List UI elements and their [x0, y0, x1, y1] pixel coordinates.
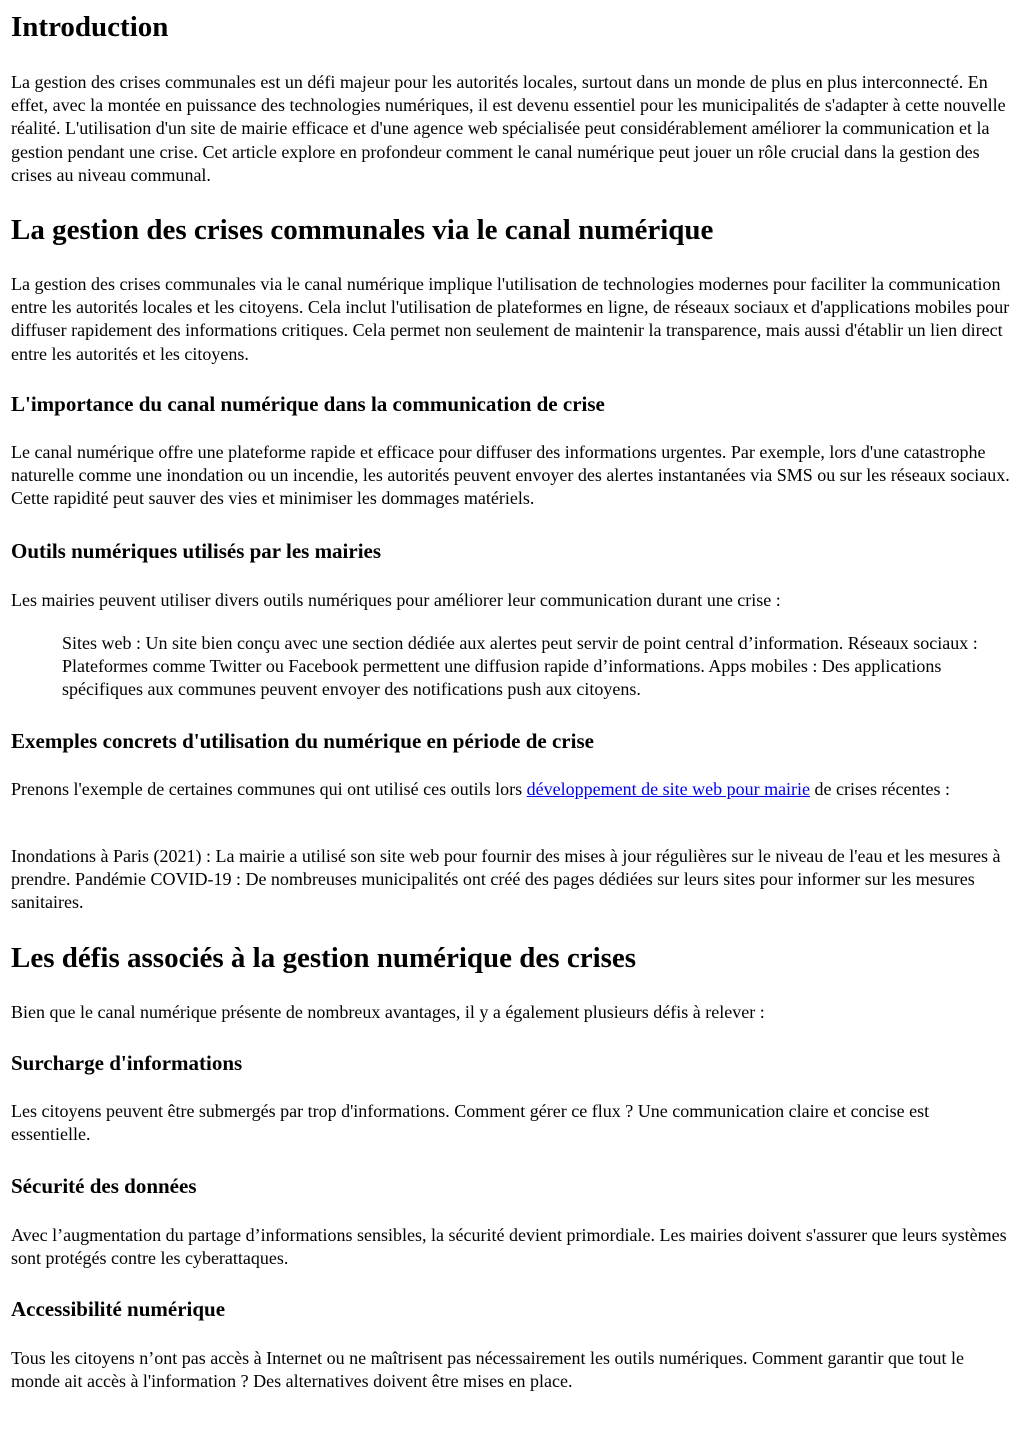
canal-paragraph: La gestion des crises communales via le canal numérique implique l'utilisation de technologies modernes pour faciliter la communication entre les autorités locales et les citoyens. Cela inclut l'utilisation de plateformes en ligne, de réseaux sociaux et d'applications mobiles pour diffuser rapidement des informations critiques. Cela permet non seulement de maintenir la transparence, mais aussi d'établir un lien direct entre les autorités et les citoyens.: [11, 274, 1010, 364]
exemples-heading: Exemples concrets d'utilisation du numérique en période de crise: [11, 729, 594, 753]
intro-paragraph: La gestion des crises communales est un défi majeur pour les autorités locales, surtout dans un monde de plus en plus interconnecté. En effet, avec la montée en puissance des technologies numériques, il est devenu essentiel pour les municipalités de s'adapter à cette nouvelle réalité. L'utilisation d'un site de mairie efficace et d'une agence web spécialisée peut considérablement améliorer la communication et la gestion pendant une crise. Cet article explore en profondeur comment le canal numérique peut jouer un rôle crucial dans la gestion des crises au niveau communal.: [11, 72, 1006, 185]
defis-paragraph: Bien que le canal numérique présente de nombreux avantages, il y a également plusieurs défis à relever :: [11, 1002, 765, 1022]
site-web-mairie-link[interactable]: développement de site web pour mairie: [526, 779, 811, 799]
outils-paragraph: Les mairies peuvent utiliser divers outils numériques pour améliorer leur communication durant une crise :: [11, 590, 781, 610]
securite-heading: Sécurité des données: [11, 1174, 197, 1198]
surcharge-paragraph: Les citoyens peuvent être submergés par trop d'informations. Comment gérer ce flux ? Une communication claire et concise est essentielle.: [11, 1101, 930, 1145]
defis-heading: Les défis associés à la gestion numérique des crises: [11, 942, 637, 974]
accessibilite-paragraph: Tous les citoyens n’ont pas accès à Internet ou ne maîtrisent pas nécessairement les outils numériques. Comment garantir que tout le monde ait accès à l'information ? Des alternatives doivent être mises en place.: [11, 1348, 964, 1392]
securite-paragraph: Avec l’augmentation du partage d’informations sensibles, la sécurité devient primordiale. Les mairies doivent s'assurer que leurs systèmes sont protégés contre les cyberattaques.: [11, 1225, 1007, 1269]
outils-heading: Outils numériques utilisés par les mairies: [11, 539, 382, 563]
importance-heading: L'importance du canal numérique dans la communication de crise: [11, 392, 605, 416]
exemples-paragraph: Inondations à Paris (2021) : La mairie a utilisé son site web pour fournir des mises à jour régulières sur le niveau de l'eau et les mesures à prendre. Pandémie COVID-19 : De nombreuses municipalités ont créé des pages dédiées sur leurs sites pour informer sur les mesures sanitaires.: [11, 846, 1001, 913]
exemples-intro: [11, 778, 1013, 801]
canal-heading: La gestion des crises communales via le canal numérique: [11, 214, 714, 246]
exemples-intro-after: de crises récentes :: [810, 779, 950, 799]
intro-heading: Introduction: [11, 11, 169, 43]
outils-blockquote: Sites web : Un site bien conçu avec une section dédiée aux alertes peut servir de point central d’information. Réseaux sociaux : Plateformes comme Twitter ou Facebook permettent une diffusion rapide d’informations. Apps mobiles : Des applications spécifiques aux communes peuvent envoyer des notifications push aux citoyens.: [62, 633, 978, 700]
importance-paragraph: Le canal numérique offre une plateforme rapide et efficace pour diffuser des informations urgentes. Par exemple, lors d'une catastrophe naturelle comme une inondation ou un incendie, les autorités peuvent envoyer des alertes instantanées via SMS ou sur les réseaux sociaux. Cette rapidité peut sauver des vies et minimiser les dommages matériels.: [11, 442, 1010, 509]
exemples-intro-before: Prenons l'exemple de certaines communes qui ont utilisé ces outils lors: [11, 779, 527, 799]
accessibilite-heading: Accessibilité numérique: [11, 1297, 226, 1321]
surcharge-heading: Surcharge d'informations: [11, 1051, 243, 1075]
